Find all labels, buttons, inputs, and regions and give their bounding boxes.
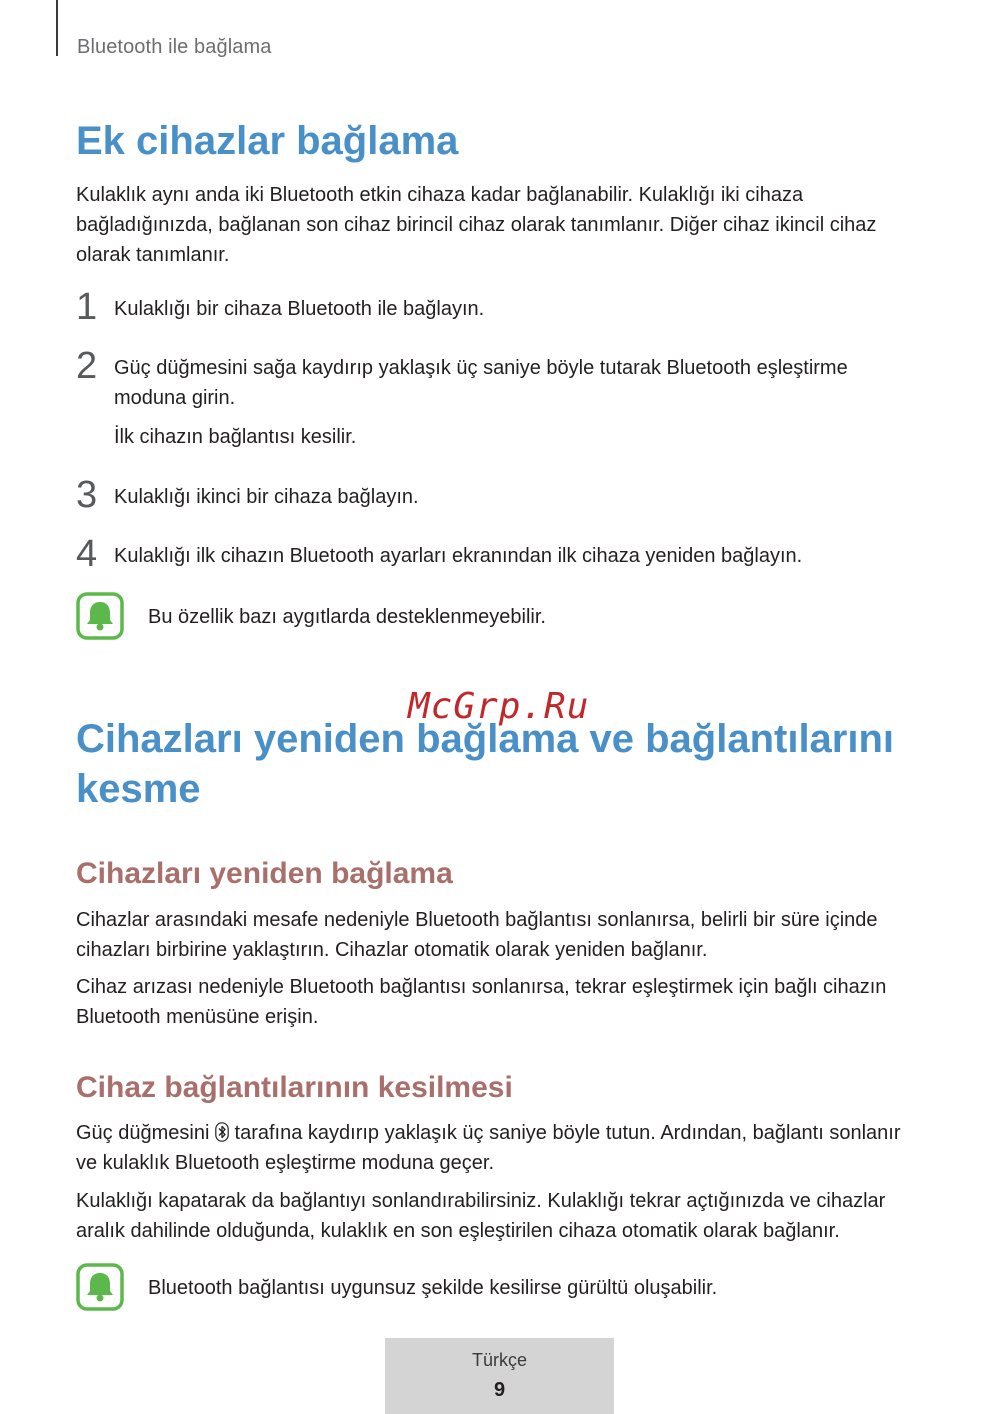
bluetooth-icon	[215, 1122, 229, 1142]
step-subtext: İlk cihazın bağlantısı kesilir.	[114, 426, 357, 448]
page-footer	[385, 1338, 614, 1414]
margin-rule	[56, 0, 58, 56]
reconnect-paragraph-2: Cihaz arızası nedeniyle Bluetooth bağlantısı sonlanırsa, tekrar eşleştirmek için bağlı cihazın Bluetooth menüsüne erişin.	[76, 976, 887, 1028]
subsection-title-reconnect: Cihazları yeniden bağlama	[76, 857, 453, 890]
bell-icon	[76, 592, 124, 640]
step-text: Kulaklığı bir cihaza Bluetooth ile bağlayın.	[114, 298, 485, 320]
page-number: 9	[493, 1379, 506, 1401]
section1-intro: Kulaklık aynı anda iki Bluetooth etkin cihaza kadar bağlanabilir. Kulaklığı iki cihaza bağladığınızda, bağlanan son cihaz birincil cihaz olarak tanımlanır. Diğer cihaz ikincil cihaz olarak tanımlanır.	[76, 184, 877, 266]
step-text: Kulaklığı ikinci bir cihaza bağlayın.	[114, 486, 419, 508]
step-text: Güç düğmesini sağa kaydırıp yaklaşık üç saniye böyle tutarak Bluetooth eşleştirme moduna girin.	[114, 357, 848, 409]
note-support	[76, 592, 936, 642]
section-title-additional-devices: Ek cihazlar bağlama	[76, 119, 459, 163]
step-number: 2	[76, 345, 98, 387]
step-number: 3	[76, 474, 98, 516]
running-header: Bluetooth ile bağlama	[77, 36, 272, 58]
note-noise	[76, 1263, 936, 1313]
reconnect-paragraph-1: Cihazlar arasındaki mesafe nedeniyle Bluetooth bağlantısı sonlanırsa, belirli bir süre içinde cihazları birbirine yaklaştırın. Cihazlar otomatik olarak yeniden bağlanır.	[76, 909, 878, 961]
section-title-line1: Cihazları yeniden bağlama ve bağlantılarını	[76, 717, 895, 761]
footer-language: Türkçe	[471, 1350, 527, 1370]
disconnect-paragraph-2: Kulaklığı kapatarak da bağlantıyı sonlandırabilirsiniz. Kulaklığı tekrar açtığınızda ve cihazlar aralık dahilinde olduğunda, kulaklık en son eşleştirilen cihaza otomatik olarak bağlanır.	[76, 1190, 886, 1242]
disconnect-paragraph-1	[76, 1118, 921, 1178]
step-number: 4	[76, 533, 98, 575]
note-text: Bu özellik bazı aygıtlarda desteklenmeyebilir.	[148, 606, 546, 628]
subsection-title-disconnect: Cihaz bağlantılarının kesilmesi	[76, 1071, 513, 1104]
step-text: Kulaklığı ilk cihazın Bluetooth ayarları ekranından ilk cihaza yeniden bağlayın.	[114, 545, 803, 567]
note-text: Bluetooth bağlantısı uygunsuz şekilde kesilirse gürültü oluşabilir.	[148, 1277, 718, 1299]
paragraph-text: tarafına kaydırıp yaklaşık üç saniye böyle tutun. Ardından, bağlantı sonlanır ve kulaklık Bluetooth eşleştirme moduna geçer.	[76, 1122, 901, 1174]
section-title-reconnect-disconnect	[76, 714, 894, 814]
watermark: McGrp.Ru	[408, 686, 590, 727]
section-title-line2: kesme	[76, 767, 201, 811]
paragraph-text: Güç düğmesini	[76, 1122, 215, 1144]
bell-icon	[76, 1263, 124, 1311]
step-number: 1	[76, 286, 98, 328]
